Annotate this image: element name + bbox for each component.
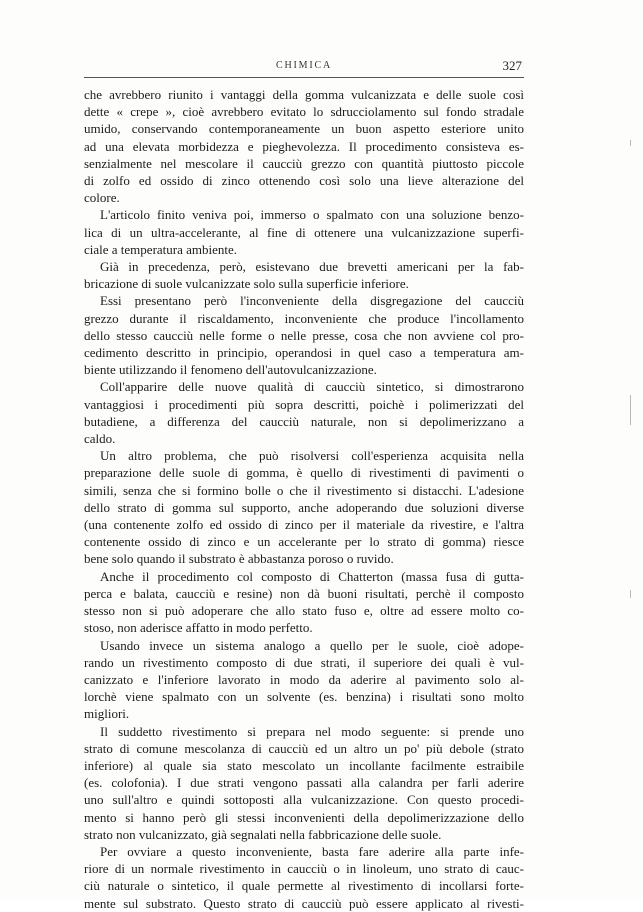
text-line: (una contenente zolfo ed ossido di zinco per il materiale da rivestire, e l'altra (84, 517, 524, 533)
paragraph (84, 723, 524, 843)
text-line: rando un rivestimento composto di due strati, il superiore dei quali è vul- (84, 654, 524, 670)
header-rule (84, 77, 524, 78)
text-line: senzialmente nel mescolare il caucciù grezzo con quantità piuttosto piccole (84, 155, 524, 171)
text-line: ad una elevata morbidezza e pieghevolezza. Il procedimento consisteva es- (84, 138, 524, 154)
text-line: stoso, non aderisce affatto in modo perfetto. (84, 620, 313, 636)
paragraph (84, 637, 524, 723)
text-line: caldo. (84, 431, 116, 447)
text-line: Coll'apparire delle nuove qualità di caucciù sintetico, si dimostrarono (100, 379, 524, 395)
text-line: ciù naturale o sintetico, il quale permette al rivestimento di incollarsi forte- (84, 878, 524, 894)
paragraph (84, 378, 524, 447)
text-line: preparazione delle suole di gomma, è quello di rivestimenti di pavimenti o (84, 465, 524, 481)
page-number: 327 (502, 58, 522, 73)
text-line: vantaggiosi i procedimenti più sopra descritti, poichè i polimerizzati del (84, 396, 524, 412)
text-line: inferiore) al quale sia stato mescolato un incollante facilmente estraibile (84, 757, 524, 773)
paragraph (84, 292, 524, 378)
text-line: cedimento descritto in principio, operandosi in quel caso a temperatura am- (84, 345, 524, 361)
text-line: che avrebbero riunito i vantaggi della gomma vulcanizzata e delle suole così (84, 87, 524, 102)
margin-scan-mark (630, 395, 631, 425)
text-line: butadiene, a differenza del caucciù naturale, non si depolimerizzano a (84, 413, 524, 429)
text-line: dello stesso caucciù nelle forme o nelle presse, cosa che non avviene col pro- (84, 327, 524, 343)
text-line: riore di un normale rivestimento in caucciù o in linoleum, uno strato di cauc- (84, 861, 524, 877)
text-line: strato di comune mescolanza di caucciù ed un altro un po' più debole (strato (84, 740, 524, 756)
text-line: lorchè viene spalmato con un solvente (es. benzina) i risultati sono molto (84, 689, 524, 705)
text-line: Un altro problema, che può risolversi coll'esperienza acquisita nella (100, 448, 524, 464)
text-line: perca e balata, caucciù e resine) non dà buoni risultati, perchè il composto (84, 585, 524, 601)
text-line: colore. (84, 190, 120, 206)
text-line: Per ovviare a questo inconveniente, basta fare aderire alla parte infe- (100, 843, 524, 859)
paragraph (84, 447, 524, 567)
text-line: di zolfo ed ossido di zinco ottenendo così solo una lieve alterazione del (84, 173, 524, 189)
text-line: umido, conservando contemporaneamente un buon aspetto esteriore unito (84, 121, 524, 137)
text-line: stesso non si può adoperare che allo stato fuso e, oltre ad essere molto co- (84, 603, 524, 619)
text-line: Il suddetto rivestimento si prepara nel modo seguente: si prende uno (100, 723, 524, 739)
text-line: L'articolo finito veniva poi, immerso o spalmato con una soluzione benzo- (100, 207, 524, 223)
text-line: simili, senza che si formino bolle o che il rivestimento si distacchi. L'adesione (84, 482, 524, 498)
paragraph (84, 86, 524, 206)
text-line: bricazione di suole vulcanizzate solo sulla superficie inferiore. (84, 276, 409, 292)
text-line: dette « crepe », cioè avrebbero evitato lo sdrucciolamento sul fondo stradale (84, 104, 524, 120)
text-line: Anche il procedimento col composto di Chatterton (massa fusa di gutta- (100, 568, 524, 584)
text-line: contenente ossido di zinco e un accelerante per lo strato di gomma) riesce (84, 534, 524, 550)
text-line: migliori. (84, 706, 130, 722)
text-line: biente utilizzando il fenomeno dell'autovulcanizzazione. (84, 362, 377, 378)
text-line: canizzato e l'inferiore lavorato in modo da aderire al pavimento solo al- (84, 671, 524, 687)
text-line: Usando invece un sistema analogo a quello per le suole, cioè adope- (100, 637, 524, 653)
paragraph (84, 206, 524, 258)
paragraph (84, 568, 524, 637)
text-line: dello strato di gomma sul supporto, anche adoperando due soluzioni diverse (84, 499, 524, 515)
text-line: uno sull'altro e quindi sottoposti alla vulcanizzazione. Con questo procedi- (84, 792, 524, 808)
running-title: CHIMICA (276, 60, 332, 71)
page-header (84, 58, 524, 74)
text-line: ciale a temperatura ambiente. (84, 241, 238, 257)
text-line: (es. colofonia). I due strati vengono passati alla calandra per farli aderire (84, 775, 524, 791)
margin-scan-mark (630, 590, 631, 598)
text-line: strato non vulcanizzato, già segnalati nella fabbricazione delle suole. (84, 826, 442, 842)
paragraph (84, 843, 524, 912)
text-line: mento si hanno però gli stessi inconvenienti della depolimerizzazione dello (84, 809, 524, 825)
text-line: bene solo quando il substrato è abbastanza poroso o ruvido. (84, 551, 394, 567)
text-line: grezzo durante il riscaldamento, inconveniente che produce l'incollamento (84, 310, 524, 326)
text-line: Già in precedenza, però, esistevano due brevetti americani per la fab- (100, 259, 524, 275)
body-text (84, 86, 524, 912)
margin-scan-mark (630, 140, 631, 146)
text-line: lica di un ultra-accelerante, al fine di ottenere una vulcanizzazione superfi- (84, 224, 524, 240)
text-line: Essi presentano però l'inconveniente della disgregazione del caucciù (100, 293, 524, 309)
paragraph (84, 258, 524, 292)
text-line: mente sul substrato. Questo strato di caucciù può essere applicato al rivesti- (84, 895, 524, 911)
